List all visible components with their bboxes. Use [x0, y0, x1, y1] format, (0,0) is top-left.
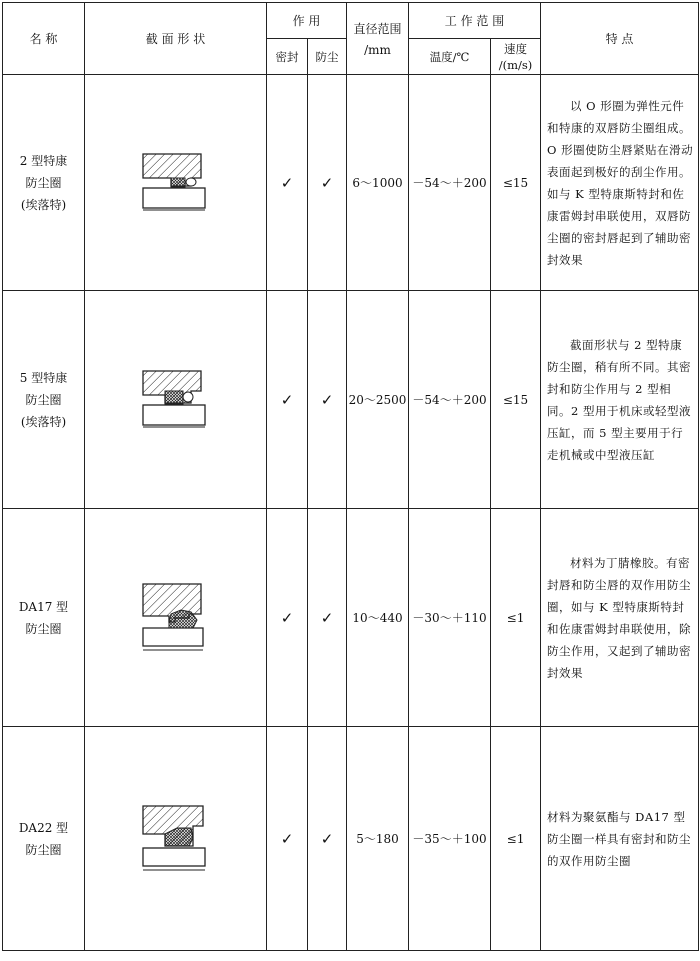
table-row — [3, 75, 699, 291]
header-seal: 密封 — [267, 39, 308, 75]
row-name-line: 防尘圈 — [25, 842, 62, 857]
row-name-line: 2 型特康 — [19, 153, 68, 168]
diameter-range: 20～2500 — [347, 291, 409, 509]
header-speed — [491, 39, 541, 75]
table-row — [3, 509, 699, 727]
header-speed-l2: /(m/s) — [498, 57, 533, 72]
feature-paragraph: 以 O 形圈为弹性元件和特康的双唇防尘圈组成。O 形圈使防尘唇紧贴在滑动表面起到极好的刮尘作用。如与 K 型特康斯特封和佐康雷姆封串联使用，双唇防尘圈的密封唇起到了辅助密封效果 — [547, 98, 694, 267]
header-feature: 特 点 — [541, 3, 699, 75]
diameter-range: 6～1000 — [347, 75, 409, 291]
temp-range: －35～＋100 — [409, 727, 491, 951]
row-name-line: 防尘圈 — [25, 175, 62, 190]
seal-section-diagram — [141, 152, 211, 214]
section-figure — [85, 509, 267, 727]
dust-check: ✓ — [308, 75, 347, 291]
feature-paragraph: 材料为聚氨酯与 DA17 型防尘圈一样具有密封和防尘的双作用防尘圈 — [547, 809, 692, 868]
seal-check: ✓ — [267, 75, 308, 291]
row-name — [3, 727, 85, 951]
temp-range: －54～＋200 — [409, 291, 491, 509]
speed-limit: ≤15 — [491, 291, 541, 509]
row-name-line: 5 型特康 — [19, 370, 68, 385]
feature-paragraph: 材料为丁腈橡胶。有密封唇和防尘唇的双作用防尘圈，如与 K 型特康斯特封和佐康雷姆封串联使用，除防尘作用，又起到了辅助密封效果 — [547, 555, 692, 680]
header-dust: 防尘 — [308, 39, 347, 75]
speed-limit: ≤1 — [491, 509, 541, 727]
dust-check: ✓ — [308, 509, 347, 727]
section-figure — [85, 727, 267, 951]
row-name-line: (埃落特) — [20, 197, 67, 212]
temp-range: －54～＋200 — [409, 75, 491, 291]
feature-text — [541, 509, 699, 727]
diameter-range: 10～440 — [347, 509, 409, 727]
table-row — [3, 291, 699, 509]
feature-text — [541, 291, 699, 509]
seal-check: ✓ — [267, 509, 308, 727]
header-section: 截 面 形 状 — [85, 3, 267, 75]
section-figure — [85, 75, 267, 291]
seal-spec-table — [2, 2, 699, 951]
row-name-line: DA17 型 — [18, 599, 69, 614]
row-name-line: (埃落特) — [20, 414, 67, 429]
header-function: 作 用 — [267, 3, 347, 39]
row-name-line: DA22 型 — [18, 820, 69, 835]
row-name — [3, 509, 85, 727]
header-work-range: 工 作 范 围 — [409, 3, 541, 39]
feature-text — [541, 75, 699, 291]
header-name: 名 称 — [3, 3, 85, 75]
seal-section-diagram — [141, 582, 211, 654]
header-row — [3, 3, 699, 39]
feature-text — [541, 727, 699, 951]
diameter-range: 5～180 — [347, 727, 409, 951]
temp-range: －30～＋110 — [409, 509, 491, 727]
header-speed-l1: 速度 — [504, 41, 528, 56]
speed-limit: ≤1 — [491, 727, 541, 951]
row-name — [3, 75, 85, 291]
seal-section-diagram — [141, 369, 211, 431]
table-row — [3, 727, 699, 951]
seal-check: ✓ — [267, 291, 308, 509]
row-name-line: 防尘圈 — [25, 392, 62, 407]
header-diameter — [347, 3, 409, 75]
header-diameter-label: 直径范围 — [353, 22, 402, 36]
seal-check: ✓ — [267, 727, 308, 951]
dust-check: ✓ — [308, 727, 347, 951]
seal-section-diagram — [141, 804, 211, 874]
row-name — [3, 291, 85, 509]
feature-paragraph: 截面形状与 2 型特康防尘圈，稍有所不同。其密封和防尘作用与 2 型相同。2 型用于机床或轻型液压缸，而 5 型主要用于行走机械或中型液压缸 — [547, 337, 692, 462]
header-temp: 温度/℃ — [409, 39, 491, 75]
section-figure — [85, 291, 267, 509]
speed-limit: ≤15 — [491, 75, 541, 291]
row-name-line: 防尘圈 — [25, 621, 62, 636]
dust-check: ✓ — [308, 291, 347, 509]
header-diameter-unit: /mm — [364, 43, 391, 57]
